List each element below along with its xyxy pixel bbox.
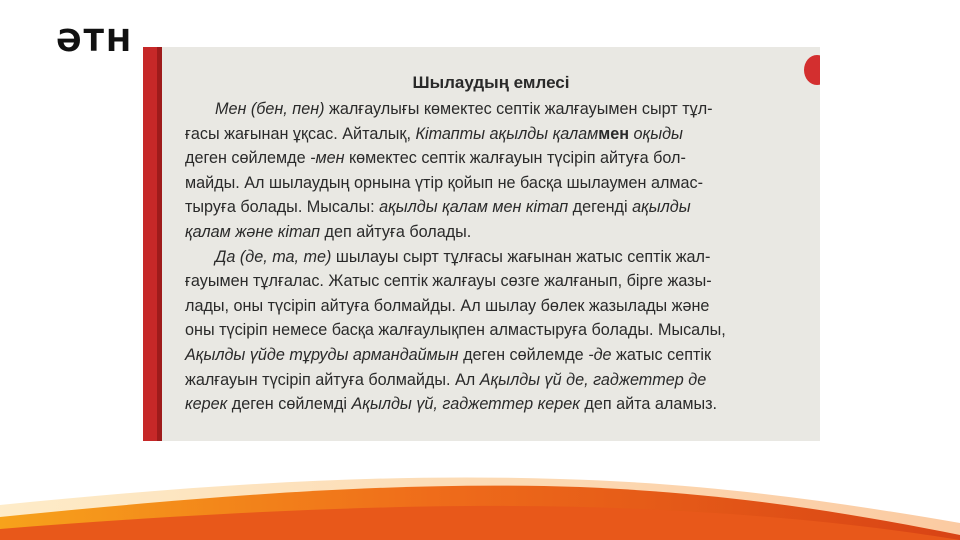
text-line xyxy=(185,195,797,220)
text-line xyxy=(185,97,797,122)
text-segment: оны түсіріп немесе басқа жалғаулықпен алмастыруға болады. Мысалы, xyxy=(185,321,726,340)
text-segment: Ақылды үй, гаджеттер керек xyxy=(351,395,580,414)
text-line xyxy=(185,368,797,393)
text-segment: майды. Ал шылаудың орнына үтір қойып не басқа шылаумен алмас- xyxy=(185,173,704,192)
text-segment: керек xyxy=(185,395,228,414)
text-segment: ақылды xyxy=(632,198,691,217)
page-red-margin-shadow xyxy=(157,47,162,441)
textbook-page-image xyxy=(143,47,820,441)
text-line xyxy=(185,343,797,368)
text-segment: Да (де, та, те) xyxy=(215,247,332,266)
text-segment: оқыды xyxy=(629,124,683,143)
text-line xyxy=(185,392,797,417)
text-segment: деген сөйлемді xyxy=(227,395,352,414)
text-segment: лады, оны түсіріп айтуға болмайды. Ал шылау бөлек жазылады және xyxy=(185,296,710,315)
text-segment: ғасы жағынан ұқсас. Айталық, xyxy=(185,124,416,143)
text-line xyxy=(185,294,797,319)
text-segment: Ақылды үйде тұруды армандаймын xyxy=(185,345,459,364)
section-heading: Шылаудың емлесі xyxy=(412,73,570,92)
text-line xyxy=(185,122,797,147)
text-segment: Ақылды үй де, гаджеттер де xyxy=(479,370,707,389)
page-corner-decoration xyxy=(804,55,820,85)
text-segment: -мен xyxy=(310,149,345,168)
textbook-text-block xyxy=(185,73,797,417)
text-line xyxy=(185,220,797,245)
text-segment: деген сөйлемде xyxy=(185,149,311,168)
text-line xyxy=(185,318,797,343)
text-segment: жалғаулығы көмектес септік жалғауымен сырт тұл- xyxy=(324,100,713,118)
text-segment: көмектес септік жалғауын түсіріп айтуға бол- xyxy=(344,149,686,168)
text-segment: мен xyxy=(598,124,630,143)
text-segment: Кітапты ақылды қалам xyxy=(415,124,599,143)
text-line xyxy=(185,146,797,171)
text-segment: ғауымен тұлғалас. Жатыс септік жалғауы сөзге жалғанып, бірге жазы- xyxy=(185,272,712,291)
text-segment: жалғауын түсіріп айтуға болмайды. Ал xyxy=(185,370,480,389)
page-red-margin xyxy=(143,47,157,441)
text-segment: деп айта аламыз. xyxy=(579,395,718,414)
text-segment: қалам және кітап xyxy=(185,222,321,241)
text-segment: ақылды қалам мен кітап xyxy=(379,198,569,217)
text-segment: тыруға болады. Мысалы: xyxy=(185,198,380,217)
text-segment: дегенді xyxy=(568,198,633,217)
text-segment: деп айтуға болады. xyxy=(320,222,472,241)
slide-title: ӘТН xyxy=(56,24,134,59)
text-segment: -де xyxy=(588,345,612,364)
text-segment: шылауы сырт тұлғасы жағынан жатыс септік жал- xyxy=(331,247,711,266)
text-line xyxy=(185,269,797,294)
text-segment: жатыс септік xyxy=(611,345,712,364)
decorative-bottom-band xyxy=(0,465,960,540)
text-segment: Мен (бен, пен) xyxy=(215,100,325,118)
text-segment: деген сөйлемде xyxy=(458,345,589,364)
text-line xyxy=(185,171,797,196)
paragraph-lines xyxy=(185,97,797,417)
text-line xyxy=(185,245,797,270)
